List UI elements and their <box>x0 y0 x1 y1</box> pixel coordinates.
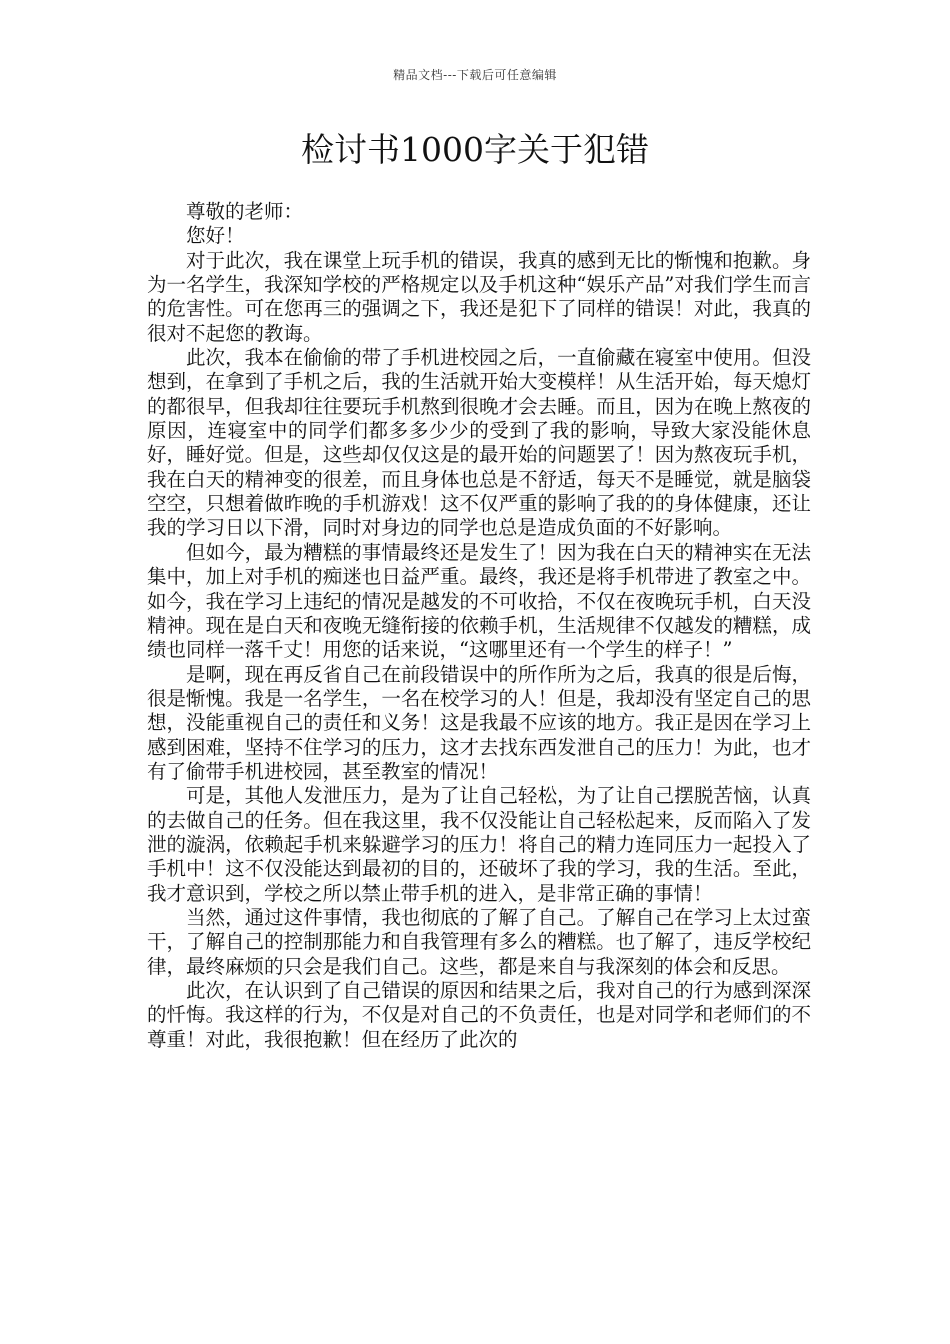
greeting: 您好！ <box>186 224 245 248</box>
salutation: 尊敬的老师： <box>186 200 304 223</box>
paragraph: 是啊，现在再反省自己在前段错误中的所作所为之后，我真的很是后悔，很是惭愧。我是一名学生，一名在校学习的人！但是，我却没有坚定自己的思想，没能重视自己的责任和义务！这是我最不应该的地方。我正是因在学习上感到困难，坚持不住学习的压力，这才去找东西发泄自己的压力！为此，也才有了偷带手机进校园，甚至教室的情况！ <box>147 662 811 783</box>
document-title: 检讨书1000字关于犯错 <box>301 130 649 169</box>
paragraph: 当然，通过这件事情，我也彻底的了解了自己。了解自己在学习上太过蛮干，了解自己的控制那能力和自我管理有多么的糟糕。也了解了，违反学校纪律，最终麻烦的只会是我们自己。这些，都是来自与我深刻的体会和反思。 <box>147 905 811 978</box>
document-body <box>147 200 811 1052</box>
paragraph: 但如今，最为糟糕的事情最终还是发生了！因为我在白天的精神实在无法集中，加上对手机的痴迷也日益严重。最终，我还是将手机带进了教室之中。如今，我在学习上违纪的情况是越发的不可收拾，不仅在夜晚玩手机，白天没精神。现在是白天和夜晚无缝衔接的依赖手机，生活规律不仅越发的糟糕，成绩也同样一落千丈！用您的话来说，“这哪里还有一个学生的样子！” <box>147 540 811 662</box>
paragraph: 此次，在认识到了自己错误的原因和结果之后，我对自己的行为感到深深的忏悔。我这样的行为，不仅是对自己的不负责任，也是对同学和老师们的不尊重！对此，我很抱歉！但在经历了此次的 <box>147 979 811 1051</box>
paragraph: 此次，我本在偷偷的带了手机进校园之后，一直偷藏在寝室中使用。但没想到，在拿到了手机之后，我的生活就开始大变模样！从生活开始，每天熄灯的都很早，但我却往往要玩手机熬到很晚才会去睡。而且，因为在晚上熬夜的原因，连寝室中的同学们都多多少少的受到了我的影响，导致大家没能休息好，睡好觉。但是，这些却仅仅这是的最开始的问题罢了！因为熬夜玩手机，我在白天的精神变的很差，而且身体也总是不舒适，每天不是睡觉，就是脑袋空空，只想着做昨晚的手机游戏！这不仅严重的影响了我的的身体健康，还让我的学习日以下滑，同时对身边的同学也总是造成负面的不好影响。 <box>147 346 811 540</box>
paragraph: 对于此次，我在课堂上玩手机的错误，我真的感到无比的惭愧和抱歉。身为一名学生，我深知学校的严格规定以及手机这种“娱乐产品”对我们学生而言的危害性。可在您再三的强调之下，我还是犯下了同样的错误！对此，我真的很对不起您的教诲。 <box>147 248 811 345</box>
page-header-note: 精品文档---下载后可任意编辑 <box>393 68 557 82</box>
paragraph: 可是，其他人发泄压力，是为了让自己轻松，为了让自己摆脱苦恼，认真的去做自己的任务。但在我这里，我不仅没能让自己轻松起来，反而陷入了发泄的漩涡，依赖起手机来躲避学习的压力！将自己的精力连同压力一起投入了手机中！这不仅没能达到最初的目的，还破坏了我的学习，我的生活。至此，我才意识到，学校之所以禁止带手机的进入，是非常正确的事情！ <box>147 784 811 905</box>
